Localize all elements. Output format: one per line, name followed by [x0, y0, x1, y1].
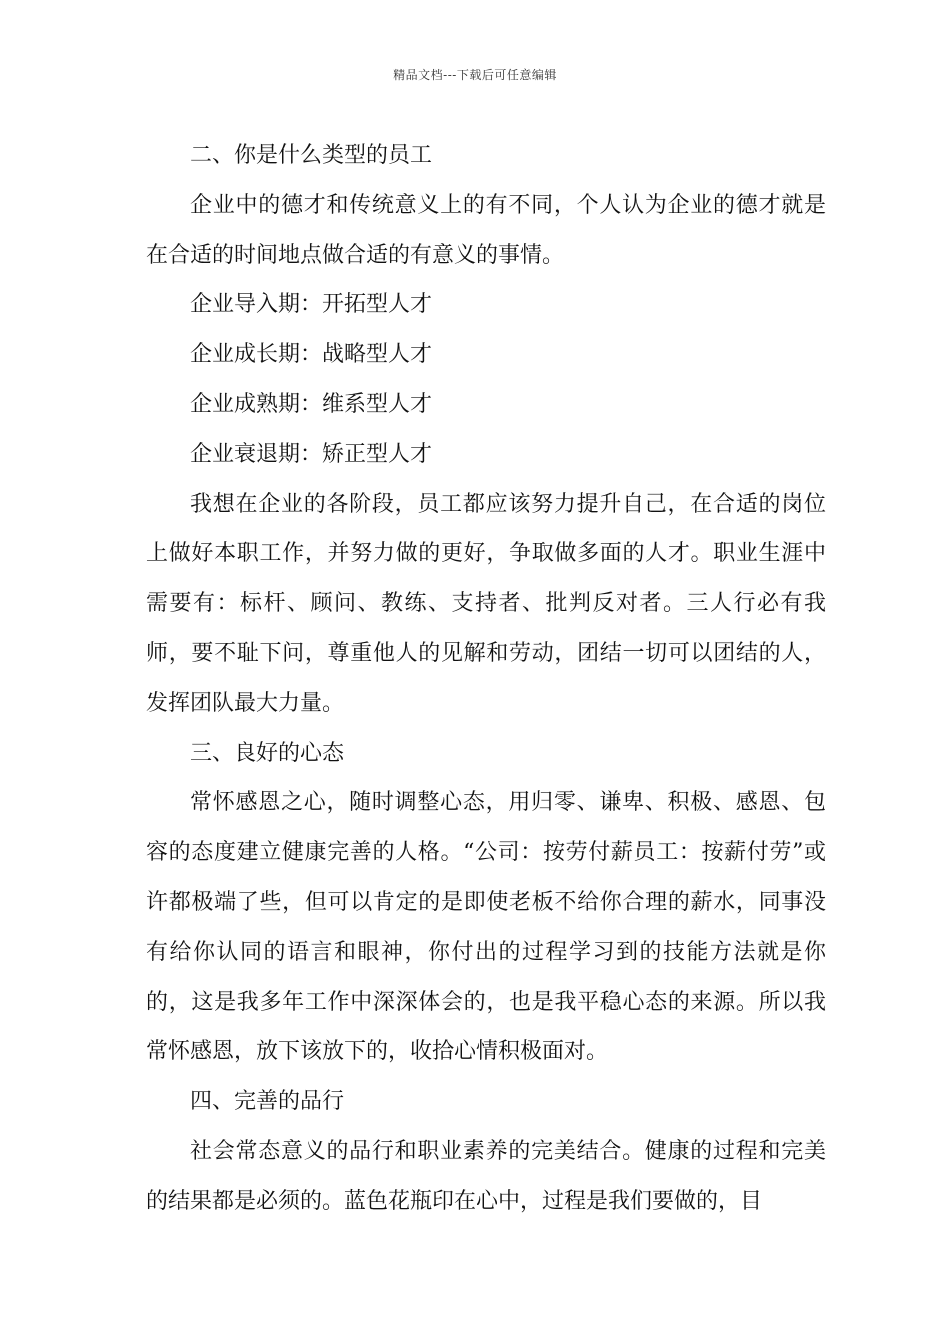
- paragraph-4: 社会常态意义的品行和职业素养的完美结合。健康的过程和完美的结果都是必须的。蓝色花瓶印在心中，过程是我们要做的，目: [146, 1138, 826, 1214]
- paragraph-1: 企业中的德才和传统意义上的有不同，个人认为企业的德才就是在合适的时间地点做合适的有意义的事情。: [146, 192, 826, 268]
- document-body: [146, 131, 826, 1227]
- section-heading-3: 三、良好的心态: [190, 740, 345, 766]
- paragraph-2: 我想在企业的各阶段，员工都应该努力提升自己，在合适的岗位上做好本职工作，并努力做的更好，争取做多面的人才。职业生涯中需要有：标杆、顾问、教练、支持者、批判反对者。三人行必有我师，要不耻下问，尊重他人的见解和劳动，团结一切可以团结的人，发挥团队最大力量。: [146, 491, 826, 716]
- section-heading-2: 二、你是什么类型的员工: [190, 143, 433, 168]
- stage-item-3: 企业成熟期：维系型人才: [190, 391, 433, 417]
- page-header: 精品文档---下载后可任意编辑: [393, 68, 557, 82]
- paragraph-3: 常怀感恩之心，随时调整心态，用归零、谦卑、积极、感恩、包容的态度建立健康完善的人格。“公司：按劳付薪员工：按薪付劳”或许都极端了些，但可以肯定的是即使老板不给你合理的薪水，同事没有给你认同的语言和眼神，你付出的过程学习到的技能方法就是你的，这是我多年工作中深深体会的，也是我平稳心态的来源。所以我常怀感恩，放下该放下的，收拾心情积极面对。: [146, 790, 826, 1065]
- stage-item-4: 企业衰退期：矫正型人才: [190, 441, 433, 467]
- stage-item-2: 企业成长期：战略型人才: [190, 342, 433, 368]
- section-heading-4: 四、完善的品行: [190, 1089, 345, 1115]
- stage-item-1: 企业导入期：开拓型人才: [190, 292, 433, 318]
